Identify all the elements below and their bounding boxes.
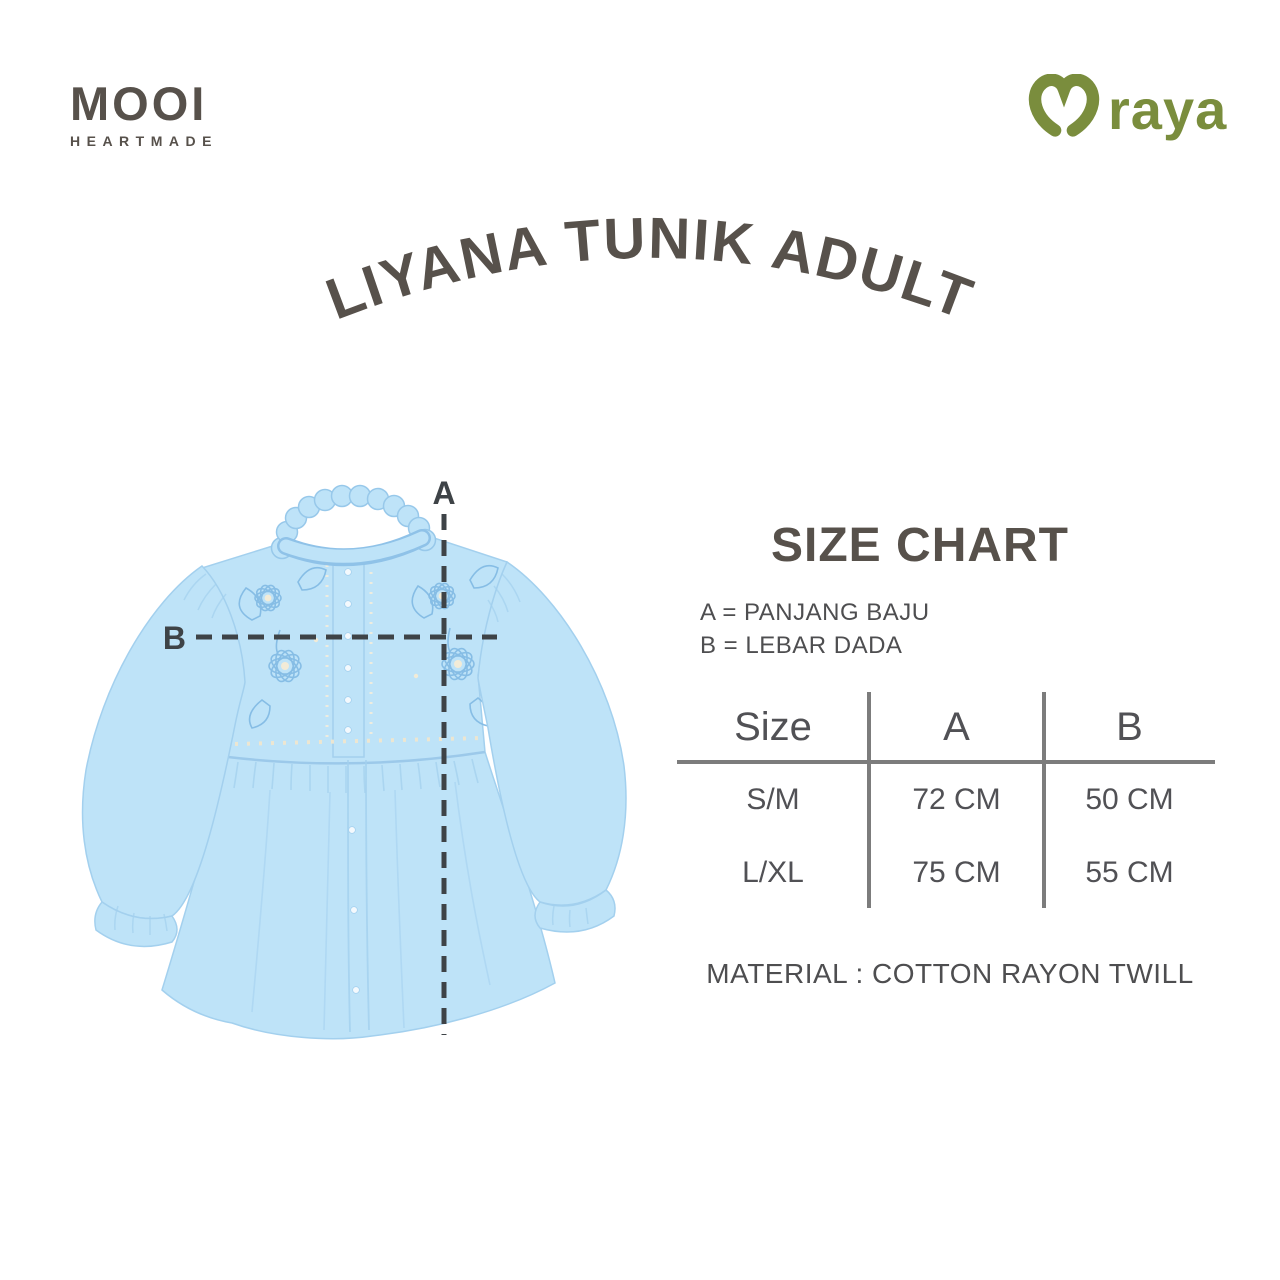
- row-sm-b: 50 CM: [1085, 783, 1174, 816]
- row-lxl-size: L/XL: [742, 856, 804, 889]
- row-sm-size: S/M: [746, 783, 800, 816]
- row-lxl-b: 55 CM: [1085, 856, 1174, 889]
- tunic-drawing: [83, 486, 626, 1039]
- column-header-b: B: [1116, 704, 1143, 749]
- legend-line-a: A = PANJANG BAJU: [700, 599, 930, 626]
- measure-label-a: A: [432, 475, 456, 511]
- row-sm-a: 72 CM: [912, 783, 1001, 816]
- table-divider-horizontal: [677, 760, 1215, 764]
- column-header-a: A: [943, 704, 970, 749]
- legend-line-b: B = LEBAR DADA: [700, 632, 903, 659]
- partner-logo: [1028, 74, 1227, 142]
- brand-logo: [70, 77, 218, 149]
- brand-name: MOOI: [70, 77, 208, 130]
- garment-illustration: [30, 470, 680, 1080]
- size-chart-heading: SIZE CHART: [771, 519, 1069, 572]
- product-title: [300, 180, 1000, 355]
- measure-legend: [700, 596, 930, 662]
- material-info: MATERIAL : COTTON RAYON TWILL: [706, 958, 1194, 989]
- table-divider-vertical-2: [1042, 692, 1046, 908]
- heart-icon: [1028, 74, 1100, 142]
- row-lxl-a: 75 CM: [912, 856, 1001, 889]
- column-header-size: Size: [734, 704, 812, 749]
- measure-label-b: B: [162, 620, 186, 656]
- table-divider-vertical-1: [867, 692, 871, 908]
- brand-tagline: HEARTMADE: [70, 133, 218, 149]
- size-table: [677, 692, 1215, 908]
- partner-name: raya: [1108, 77, 1228, 141]
- product-title-text: LIYANA TUNIK ADULT: [317, 205, 983, 333]
